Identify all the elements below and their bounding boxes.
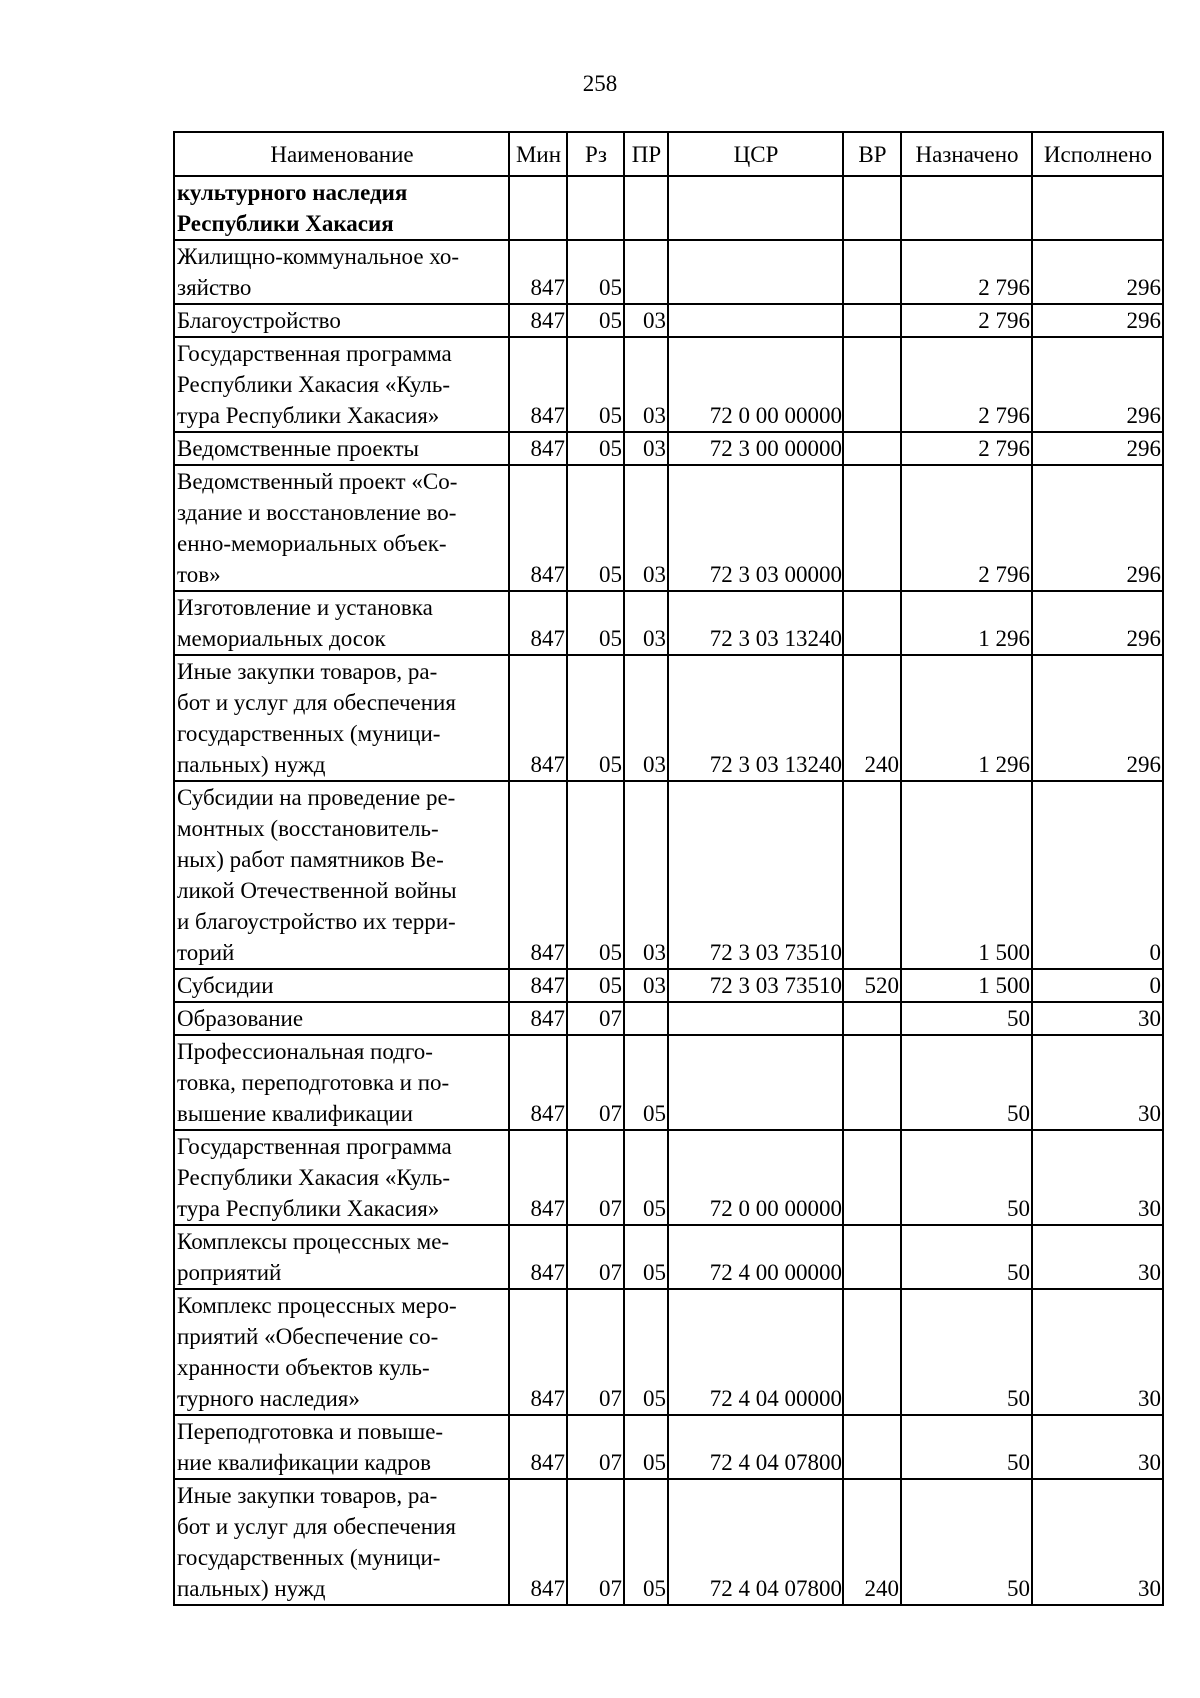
cell-assigned: 2 796 [901,240,1032,304]
cell-vr [843,1035,901,1130]
cell-rz: 05 [567,240,624,304]
name-line: бот и услуг для обеспечения [177,1514,456,1539]
cell-csr: 72 4 04 07800 [668,1415,843,1479]
cell-vr [843,1289,901,1415]
cell-assigned: 50 [901,1002,1032,1035]
cell-vr [843,304,901,337]
name-line: Ведомственные проекты [177,436,419,461]
cell-assigned: 50 [901,1035,1032,1130]
cell-assigned: 2 796 [901,432,1032,465]
cell-executed: 296 [1032,337,1163,432]
name-line: турного наследия» [177,1386,360,1411]
cell-name [174,655,509,781]
cell-rz: 05 [567,337,624,432]
name-line: Ведомственный проект «Со- [177,469,458,494]
table-row [174,1415,1163,1479]
name-line: вышение квалификации [177,1101,413,1126]
cell-name [174,337,509,432]
cell-assigned: 2 796 [901,337,1032,432]
name-line: Субсидии на проведение ре- [177,785,456,810]
name-line: Республики Хакасия «Куль- [177,372,451,397]
header-assigned: Назначено [901,132,1032,176]
table-header-row [174,132,1163,176]
table-row [174,240,1163,304]
cell-min: 847 [509,781,567,969]
cell-name [174,304,509,337]
cell-min: 847 [509,1479,567,1605]
cell-name [174,1225,509,1289]
cell-pr: 03 [624,304,668,337]
cell-vr [843,1225,901,1289]
name-line: ликой Отечественной войны [177,878,457,903]
name-line: приятий «Обеспечение со- [177,1324,439,1349]
name-line: зяйство [177,275,252,300]
cell-pr: 05 [624,1130,668,1225]
name-line: государственных (муници- [177,1545,441,1570]
cell-name [174,1415,509,1479]
cell-min: 847 [509,1289,567,1415]
cell-executed: 296 [1032,432,1163,465]
table-row [174,655,1163,781]
cell-assigned: 50 [901,1225,1032,1289]
table-row [174,969,1163,1002]
cell-vr [843,432,901,465]
table-row [174,176,1163,240]
header-rz: Рз [567,132,624,176]
cell-vr [843,176,901,240]
name-line: культурного наследия [177,180,408,205]
table-row [174,1479,1163,1605]
name-line: и благоустройство их терри- [177,909,456,934]
name-line: Иные закупки товаров, ра- [177,1483,438,1508]
cell-rz: 05 [567,655,624,781]
cell-executed: 30 [1032,1035,1163,1130]
cell-assigned: 1 500 [901,781,1032,969]
cell-executed: 30 [1032,1225,1163,1289]
name-line: Иные закупки товаров, ра- [177,659,438,684]
name-line: Благоустройство [177,308,341,333]
cell-vr: 520 [843,969,901,1002]
cell-rz: 05 [567,591,624,655]
cell-csr: 72 3 00 00000 [668,432,843,465]
cell-min [509,176,567,240]
cell-min: 847 [509,969,567,1002]
cell-csr: 72 3 03 13240 [668,591,843,655]
cell-csr: 72 0 00 00000 [668,337,843,432]
cell-assigned: 50 [901,1415,1032,1479]
cell-pr: 03 [624,432,668,465]
cell-pr: 03 [624,465,668,591]
name-line: ных) работ памятников Ве- [177,847,444,872]
cell-vr [843,781,901,969]
name-line: Государственная программа [177,1134,452,1159]
cell-name [174,1035,509,1130]
table-row [174,304,1163,337]
name-line: Субсидии [177,973,274,998]
cell-csr [668,240,843,304]
cell-executed: 30 [1032,1002,1163,1035]
name-line: государственных (муници- [177,721,441,746]
cell-vr [843,337,901,432]
cell-executed: 296 [1032,465,1163,591]
name-line: Комплексы процессных ме- [177,1229,450,1254]
name-line: роприятий [177,1260,282,1285]
cell-name [174,240,509,304]
name-line: мемориальных досок [177,626,386,651]
cell-assigned: 1 296 [901,655,1032,781]
cell-vr [843,465,901,591]
name-line: пальных) нужд [177,1576,326,1601]
cell-assigned: 2 796 [901,304,1032,337]
cell-rz: 05 [567,781,624,969]
name-line: бот и услуг для обеспечения [177,690,456,715]
cell-name [174,432,509,465]
cell-rz [567,176,624,240]
cell-pr [624,1002,668,1035]
cell-assigned [901,176,1032,240]
cell-min: 847 [509,591,567,655]
cell-name [174,1002,509,1035]
cell-csr: 72 4 04 00000 [668,1289,843,1415]
cell-min: 847 [509,1035,567,1130]
table-row [174,591,1163,655]
cell-vr [843,591,901,655]
cell-rz: 07 [567,1289,624,1415]
cell-rz: 05 [567,969,624,1002]
name-line: тов» [177,562,221,587]
cell-executed: 0 [1032,969,1163,1002]
header-executed: Исполнено [1032,132,1163,176]
cell-assigned: 1 296 [901,591,1032,655]
cell-vr [843,1130,901,1225]
cell-csr [668,1035,843,1130]
cell-rz: 05 [567,465,624,591]
cell-min: 847 [509,655,567,781]
cell-name [174,591,509,655]
cell-min: 847 [509,432,567,465]
cell-name [174,969,509,1002]
cell-name [174,465,509,591]
cell-executed: 296 [1032,655,1163,781]
table-row [174,1130,1163,1225]
name-line: Республики Хакасия [177,211,394,236]
cell-rz: 07 [567,1479,624,1605]
cell-assigned: 2 796 [901,465,1032,591]
table-row [174,1002,1163,1035]
cell-rz: 07 [567,1002,624,1035]
cell-executed: 0 [1032,781,1163,969]
cell-rz: 07 [567,1415,624,1479]
name-line: монтных (восстановитель- [177,816,439,841]
cell-min: 847 [509,465,567,591]
cell-pr: 05 [624,1415,668,1479]
cell-pr: 05 [624,1479,668,1605]
cell-min: 847 [509,1130,567,1225]
cell-vr: 240 [843,1479,901,1605]
name-line: енно-мемориальных объек- [177,531,447,556]
name-line: товка, переподготовка и по- [177,1070,450,1095]
name-line: тура Республики Хакасия» [177,1196,440,1221]
name-line: Образование [177,1006,304,1031]
cell-name [174,1130,509,1225]
name-line: Комплекс процессных меро- [177,1293,457,1318]
header-min: Мин [509,132,567,176]
cell-pr: 03 [624,337,668,432]
name-line: Изготовление и установка [177,595,433,620]
cell-vr [843,240,901,304]
cell-pr: 05 [624,1225,668,1289]
cell-pr: 05 [624,1289,668,1415]
cell-csr: 72 4 04 07800 [668,1479,843,1605]
table-body [174,176,1163,1605]
cell-assigned: 50 [901,1479,1032,1605]
cell-min: 847 [509,1415,567,1479]
cell-rz: 05 [567,432,624,465]
table-row [174,1289,1163,1415]
cell-rz: 05 [567,304,624,337]
cell-min: 847 [509,337,567,432]
table-row [174,1225,1163,1289]
cell-csr: 72 0 00 00000 [668,1130,843,1225]
table-row [174,781,1163,969]
name-line: тура Республики Хакасия» [177,403,440,428]
cell-pr: 03 [624,655,668,781]
cell-pr: 05 [624,1035,668,1130]
cell-assigned: 1 500 [901,969,1032,1002]
name-line: здание и восстановление во- [177,500,457,525]
cell-executed: 296 [1032,240,1163,304]
name-line: Жилищно-коммунальное хо- [177,244,460,269]
header-vr: ВР [843,132,901,176]
cell-executed: 30 [1032,1289,1163,1415]
cell-rz: 07 [567,1130,624,1225]
cell-vr [843,1415,901,1479]
cell-name [174,1289,509,1415]
table-row [174,1035,1163,1130]
page-number: 258 [582,71,618,96]
cell-assigned: 50 [901,1130,1032,1225]
cell-min: 847 [509,1225,567,1289]
cell-executed: 30 [1032,1415,1163,1479]
cell-pr: 03 [624,781,668,969]
cell-name [174,781,509,969]
cell-name [174,1479,509,1605]
name-line: пальных) нужд [177,752,326,777]
name-line: Республики Хакасия «Куль- [177,1165,451,1190]
cell-csr [668,1002,843,1035]
cell-min: 847 [509,1002,567,1035]
table-row [174,432,1163,465]
name-line: Профессиональная подго- [177,1039,433,1064]
cell-csr: 72 3 03 73510 [668,969,843,1002]
cell-executed [1032,176,1163,240]
cell-executed: 296 [1032,591,1163,655]
name-line: Переподготовка и повыше- [177,1419,444,1444]
cell-pr: 03 [624,591,668,655]
cell-rz: 07 [567,1225,624,1289]
name-line: торий [177,940,235,965]
cell-assigned: 50 [901,1289,1032,1415]
name-line: хранности объектов куль- [177,1355,430,1380]
cell-pr: 03 [624,969,668,1002]
cell-name [174,176,509,240]
cell-min: 847 [509,304,567,337]
cell-vr: 240 [843,655,901,781]
name-line: ние квалификации кадров [177,1450,432,1475]
cell-vr [843,1002,901,1035]
cell-pr [624,240,668,304]
table-row [174,337,1163,432]
cell-csr: 72 4 00 00000 [668,1225,843,1289]
cell-csr [668,176,843,240]
header-csr: ЦСР [668,132,843,176]
cell-rz: 07 [567,1035,624,1130]
cell-executed: 296 [1032,304,1163,337]
header-pr: ПР [624,132,668,176]
cell-executed: 30 [1032,1130,1163,1225]
cell-csr [668,304,843,337]
table-row [174,465,1163,591]
header-name: Наименование [174,132,509,176]
budget-table [173,131,1164,1606]
cell-csr: 72 3 03 13240 [668,655,843,781]
cell-csr: 72 3 03 00000 [668,465,843,591]
name-line: Государственная программа [177,341,452,366]
cell-min: 847 [509,240,567,304]
cell-csr: 72 3 03 73510 [668,781,843,969]
cell-pr [624,176,668,240]
cell-executed: 30 [1032,1479,1163,1605]
